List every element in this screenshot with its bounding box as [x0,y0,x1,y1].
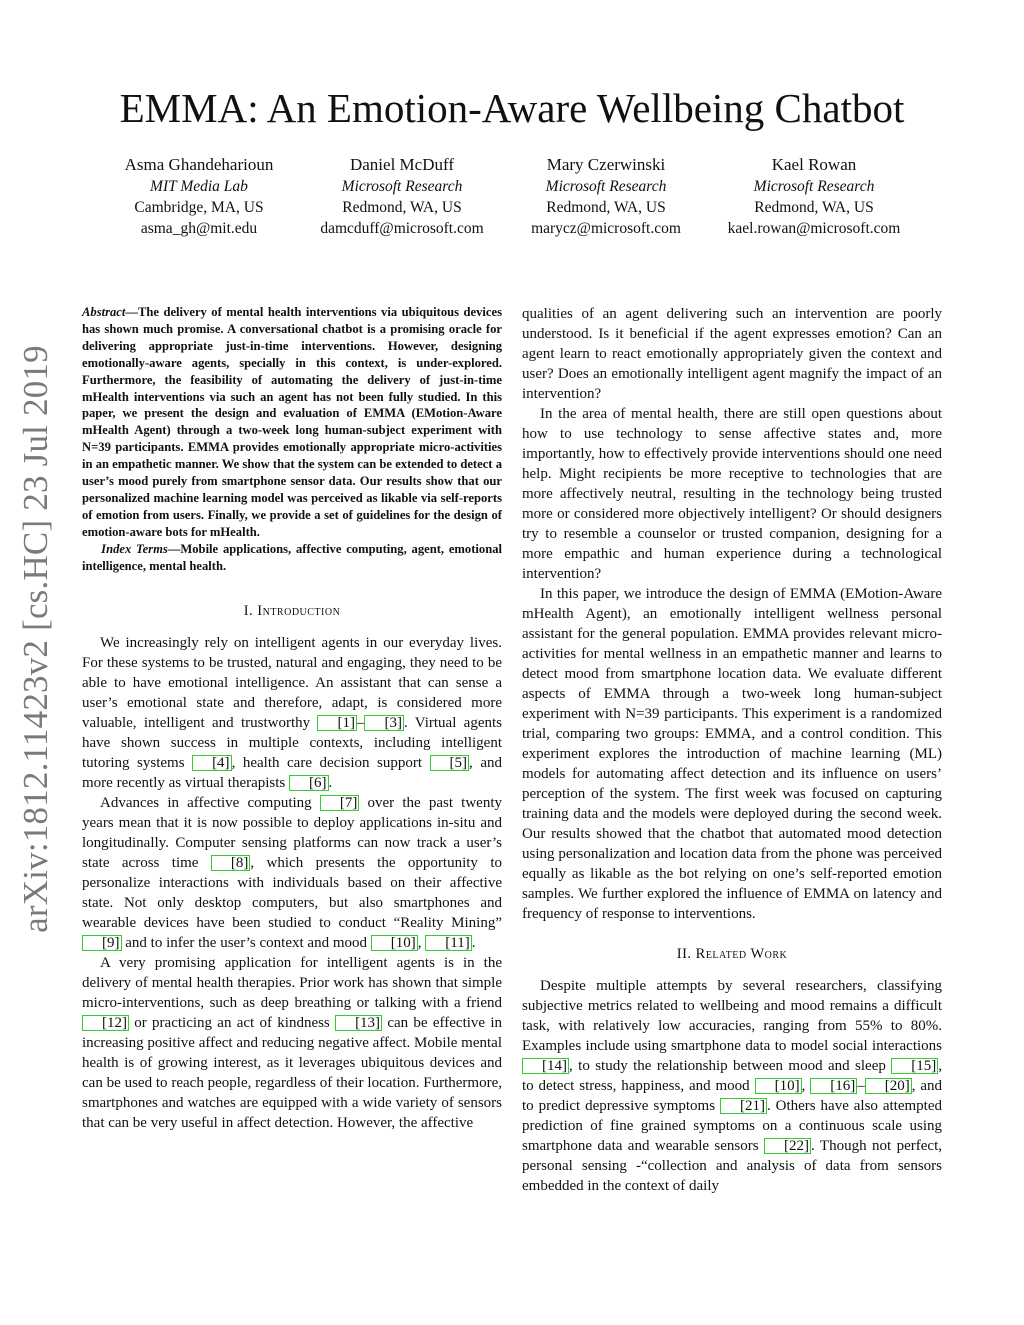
author-3 [486,154,726,239]
text-run: Advances in affective computing [100,794,320,811]
text-run: , [801,1078,811,1094]
index-terms [82,541,502,575]
paper-title: EMMA: An Emotion-Aware Wellbeing Chatbot [119,85,905,131]
abstract-text: —The delivery of mental health interventions via ubiquitous devices has shown much promise. A conversational chatbot is a promising oracle for delivering appropriate just-in-time interventions. However, designing emotionally-aware agents, specially in this context, is under-explored. Furthermore, the feasibility of automating the delivery of just-in-time mHealth interventions via such an agent has not been fully studied. In this paper, we present the design and evaluation of EMMA (EMotion-Aware mHealth Agent) through a two-week long human-subject experiment with N=39 participants. EMMA provides emotionally appropriate micro-activities in an empathetic manner. We show that the system can be extended to detect a user’s mood purely from smartphone sensor data. Our results show that our personalized machine learning model was perceived as likable via self-reports of emotion from users. Finally, we provide a set of guidelines for the design of emotion-aware bots for mHealth. [82,305,502,539]
citation-link[interactable]: [6] [289,775,329,791]
author-email[interactable]: asma_gh@mit.edu [140,220,258,237]
author-affiliation: Microsoft Research [753,178,875,195]
text-run: . Others have also attempted prediction of fine grained symptoms on a continuous scale using smartphone data and wearable sensors [522,1098,942,1154]
text-run: or practicing an act of kindness [129,1014,336,1031]
citation-link[interactable]: [12] [82,1015,129,1031]
citation-link[interactable]: [10] [371,935,418,951]
citation-link[interactable]: [14] [522,1058,569,1074]
citation-link[interactable]: [16] [810,1078,857,1094]
text-run: , to study the relationship between mood and sleep [569,1058,892,1074]
intro-paragraph-5: In this paper, we introduce the design of EMMA (EMotion-Aware mHealth Agent), an emotionally intelligent wellness personal assistant for the general population. EMMA provides relevant micro-activities for mental wellness in an empathetic manner and learns to detect mood from smartphone location data. We evaluate different aspects of EMMA through a two-week long human-subject experiment with N=39 participants. This experiment is a randomized trial, comparing two groups: EMMA, and a control condition. This experiment explores the introduction of machine learning (ML) models for automating affect detection and its influence on users’ perception of the system. The first week was focused on capturing training data and the models were deployed during the second week. Our results showed that the chatbot that automated mood detection using personalization and location data from the phone was perceived equally as likable as the bot relying on one’s self-reported emotion samples. We further explored the influence of EMMA on latency and frequency of response to interventions. [522,586,942,922]
citation-link[interactable]: [11] [425,935,471,951]
author-affiliation: MIT Media Lab [150,178,248,195]
intro-paragraph-3 [82,953,502,1133]
related-work-paragraph-1 [522,976,942,1196]
abstract [82,304,502,541]
author-email[interactable]: damcduff@microsoft.com [320,220,484,237]
author-name: Daniel McDuff [349,155,455,174]
citation-link[interactable]: [3] [364,715,404,731]
text-run: . Virtual agents have shown success in multiple contexts, including intelligent tutoring systems [82,714,503,771]
citation-link[interactable]: [8] [211,855,251,871]
citation-link[interactable]: [20] [865,1078,912,1094]
text-run: Despite multiple attempts by several researchers, classifying subjective metrics related to wellbeing and mood remains a difficult task, with relatively low accuracies, ranging from 55% to 80%. Examples include using smartphone data to model social interactions [522,978,942,1054]
author-location: Redmond, WA, US [546,199,666,216]
right-column [522,304,942,1196]
author-email[interactable]: kael.rowan@microsoft.com [727,220,901,237]
intro-paragraph-4: In the area of mental health, there are still open questions about how to use technology to sense affective states and, more importantly, how to effectively provide interventions should one need help. Might recipients be more receptive to technologies that are more affectively neutral, resulting in the technology being trusted more or considered more objectively intelligent? Or should designers try to resemble a counselor or trusted companion, designing for a more empathic and human experience during a technological intervention? [522,406,942,582]
text-run: , and to predict depressive symptoms [522,1078,943,1114]
text-run: A very promising application for intelligent agents is in the delivery of mental health therapies. Prior work has shown that simple micro-interventions, such as deep breathing or talking with a friend [82,954,502,1011]
text-run: – [356,714,365,731]
text-run: . [328,774,333,791]
text-run: over the past twenty years mean that it is now possible to deploy applications in-situ and longitudinally. Computer sensing platforms can now track a user’s state across time [82,794,502,871]
citation-link[interactable]: [21] [720,1098,767,1114]
author-location: Redmond, WA, US [754,199,874,216]
text-run: , and more recently as virtual therapists [82,754,502,791]
author-affiliation: Microsoft Research [545,178,667,195]
text-run: . Though not perfect, personal sensing -“collection and analysis of data from sensors embedded in the context of daily [522,1138,942,1194]
citation-link[interactable]: [15] [891,1058,938,1074]
author-location: Redmond, WA, US [342,199,462,216]
author-name: Mary Czerwinski [546,155,666,174]
author-affiliation: Microsoft Research [341,178,463,195]
citation-link[interactable]: [10] [755,1078,802,1094]
author-name: Kael Rowan [771,155,857,174]
text-run: . [471,934,476,951]
author-4 [694,154,934,239]
text-run: , to detect stress, happiness, and mood [522,1058,942,1094]
arxiv-identifier-stamp[interactable]: arXiv:1812.11423v2 [cs.HC] 23 Jul 2019 [16,345,55,933]
citation-link[interactable]: [9] [82,935,122,951]
citation-link[interactable]: [13] [335,1015,382,1031]
section-heading-related-work: II. Related Work [676,946,788,962]
author-location: Cambridge, MA, US [134,199,264,216]
author-email[interactable]: marycz@microsoft.com [531,220,681,237]
citation-link[interactable]: [5] [430,755,470,771]
text-run: , [417,934,426,951]
intro-paragraph-1 [82,633,502,793]
text-run: can be effective in increasing positive affect and reducing negative affect. Mobile mental health is of growing interest, as it leverages ubiquitous devices and can be used to reach people, regardless of their location. Furthermore, smartphones and watches are equipped with a wide variety of sensors that can be very useful in affect detection. However, the affective [82,1014,503,1131]
index-terms-label: Index Terms [101,541,168,556]
index-terms-text: —Mobile applications, affective computing, agent, emotional intelligence, mental health. [82,541,503,573]
abstract-label: Abstract [82,305,126,319]
author-name: Asma Ghandeharioun [124,155,274,174]
left-column [82,304,502,1133]
citation-link[interactable]: [1] [317,715,357,731]
intro-paragraph-2 [82,793,502,953]
text-run: We increasingly rely on intelligent agents in our everyday lives. For these systems to be trusted, natural and engaging, they need to be able to have emotional intelligence. An assistant that can sense a user’s emotional state and therefore, adapt, is considered more valuable, intelligent and trustworthy [82,634,502,731]
citation-link[interactable]: [7] [320,795,360,811]
text-run: and to infer the user’s context and mood [121,934,371,951]
text-run: , which presents the opportunity to personalize interactions with individuals based on their affective state. Not only desktop computers, but also smartphones and wearable devices have been studied to conduct “Reality Mining” [82,854,502,931]
citation-link[interactable]: [4] [192,755,232,771]
text-run: , health care decision support [231,754,430,771]
text-run: – [857,1078,865,1094]
section-heading-introduction: I. Introduction [243,602,341,619]
citation-link[interactable]: [22] [764,1138,811,1154]
intro-paragraph-continued: qualities of an agent delivering such an intervention are poorly understood. Is it beneficial if the agent expresses emotion? Can an agent learn to react emotionally appropriately given the context and user? Does an emotionally intelligent agent magnify the impact of an intervention? [522,306,942,402]
